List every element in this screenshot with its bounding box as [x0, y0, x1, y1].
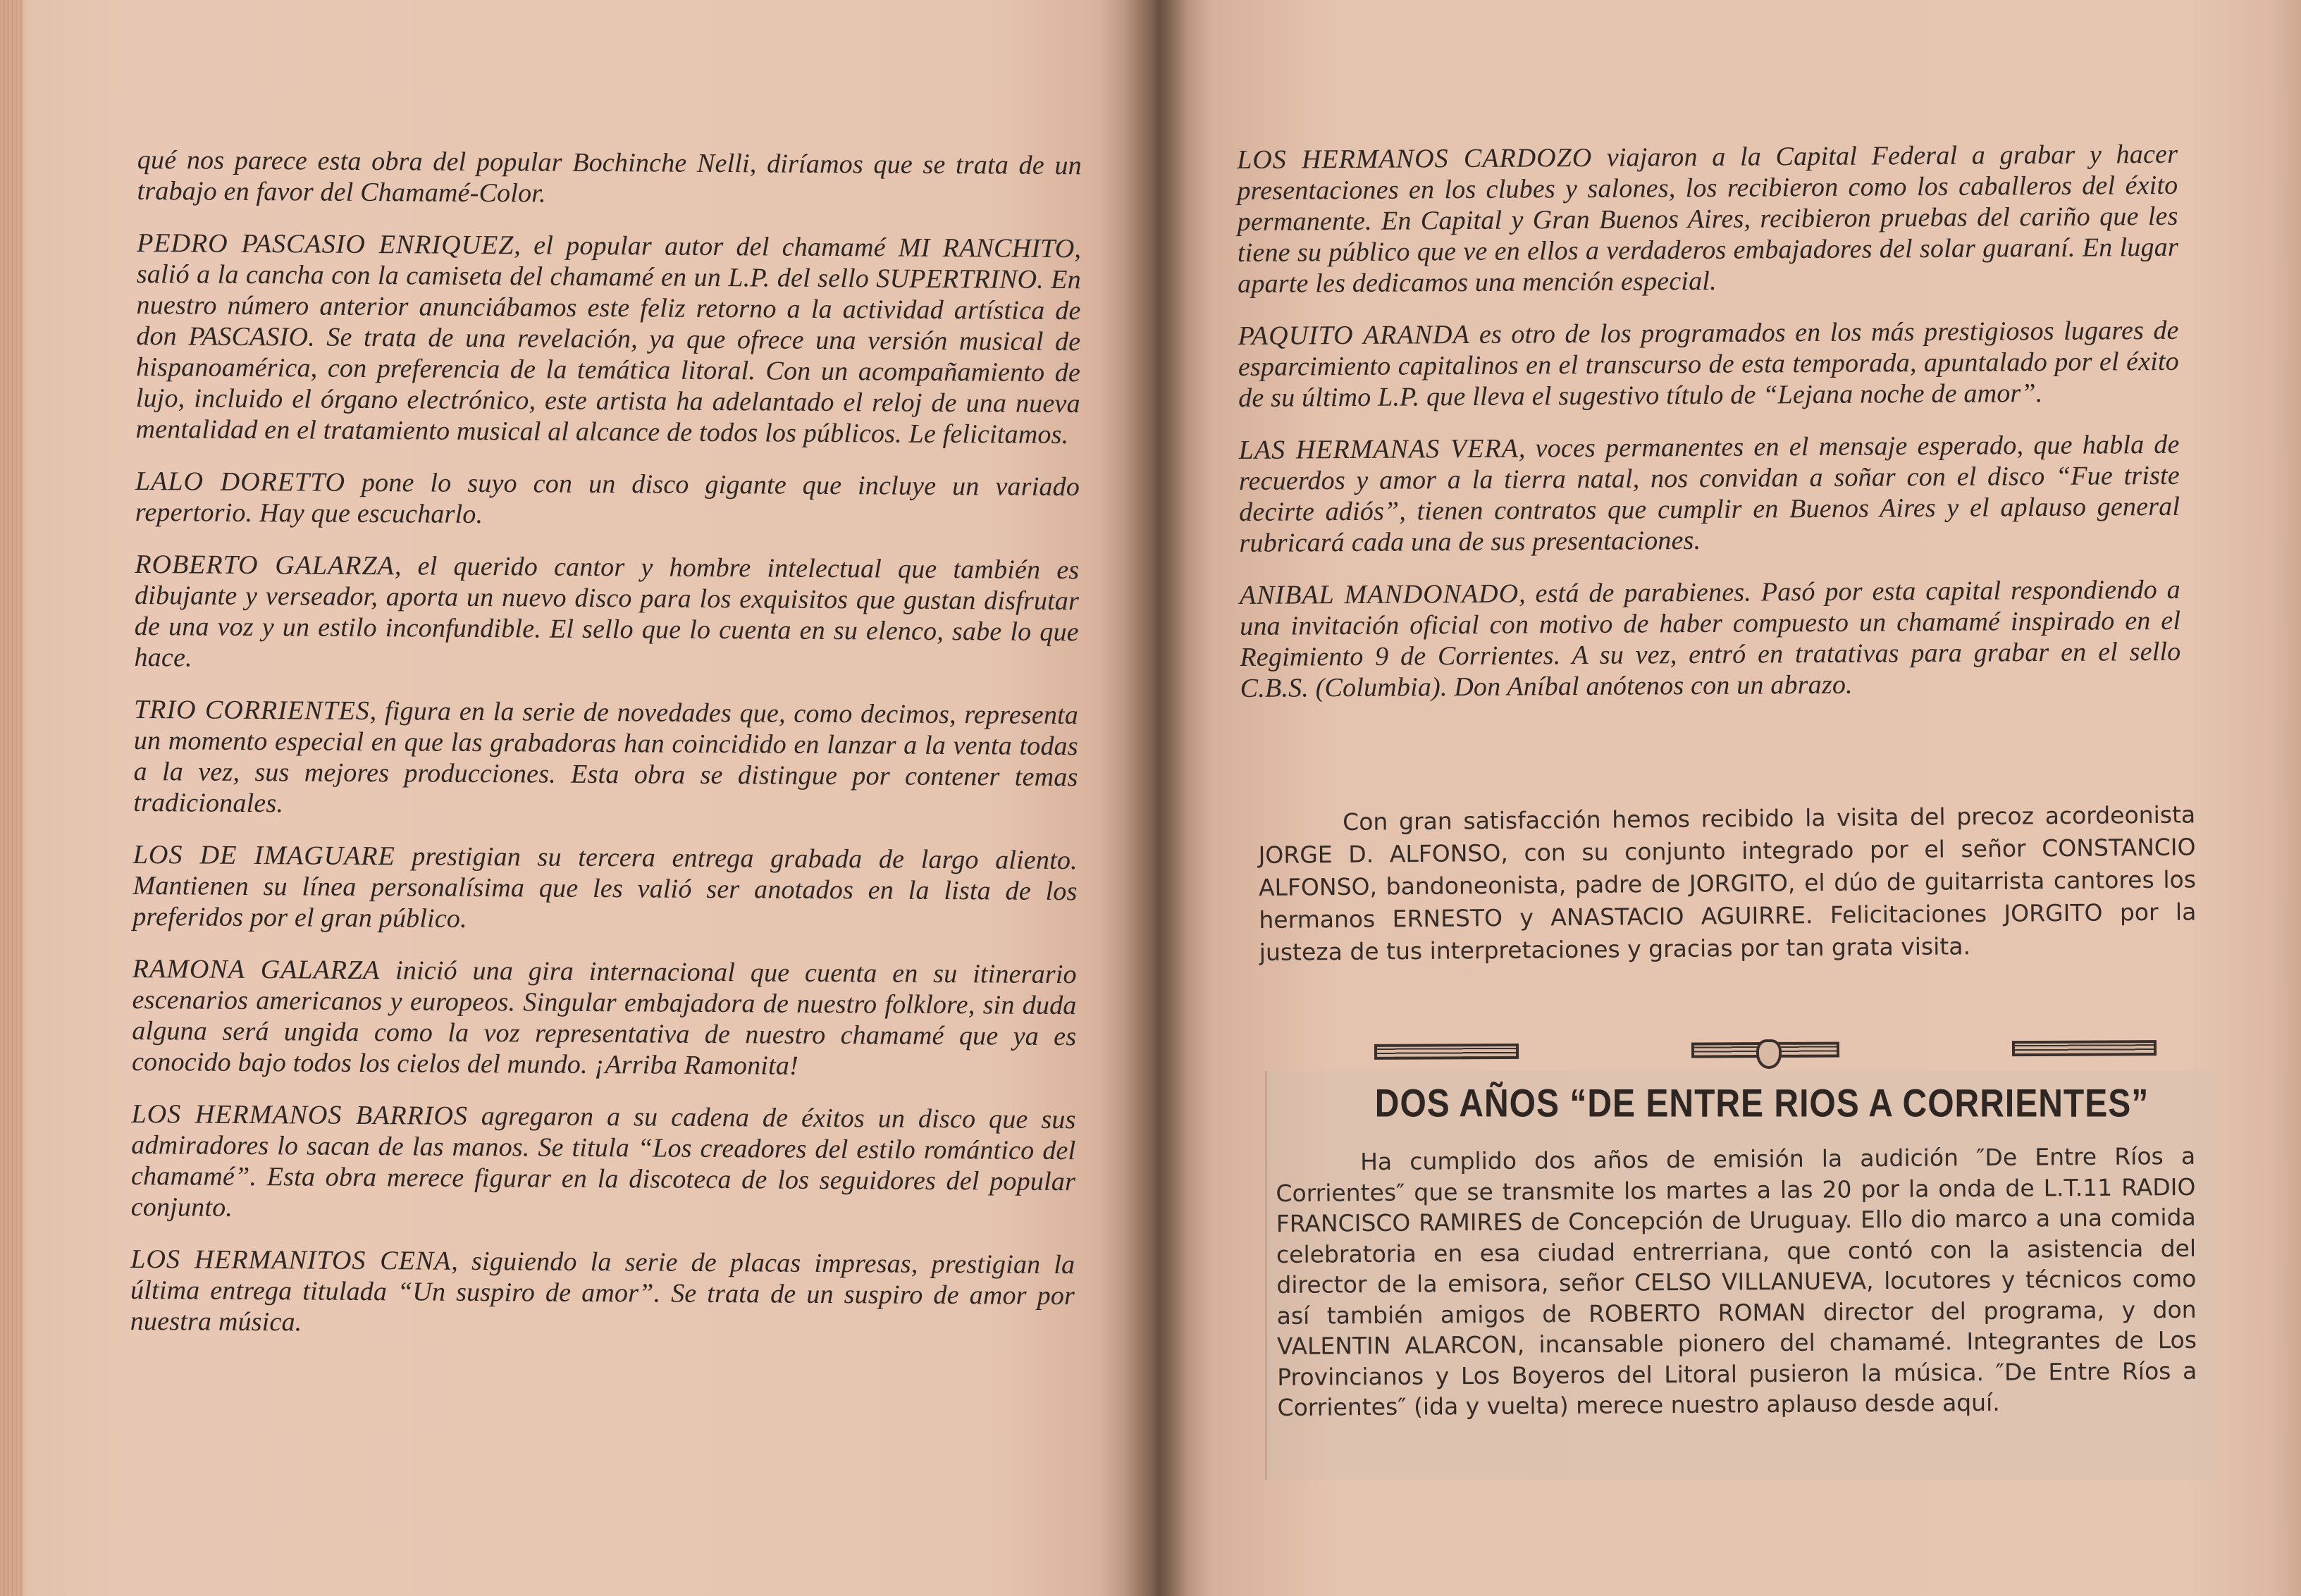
divider-bar-ornament-icon: [1374, 1044, 1519, 1060]
paragraph: [1240, 574, 2181, 704]
paragraph: [137, 144, 1082, 212]
paragraph: [132, 953, 1077, 1083]
artist-name: ROBERTO GALARZA: [135, 549, 395, 581]
ornament-divider-row: [1374, 1034, 2157, 1066]
paragraph-text: , figura en la serie de novedades que, como decimos, representa un momento especial en que las grabadoras han coincidido en lanzar a la venta todas a la vez, sus mejores producciones. Esta obra se distingue por contener temas tradicionales.: [133, 696, 1079, 819]
indent: [1258, 830, 1343, 831]
left-column: [130, 144, 1081, 1363]
artist-name: PEDRO PASCASIO ENRIQUEZ: [137, 228, 514, 261]
paragraph-text: inició una gira internacional que cuenta en su itinerario escenarios americanos y europeos. Singular embajadora de nuestro folklore, sin duda alguna será ungida como la voz representativa de nuestro chamamé que ya es conocido bajo todos los cielos del mundo. ¡Arriba Ramonita!: [131, 955, 1077, 1081]
artist-name: LOS HERMANOS BARRIOS: [131, 1099, 469, 1131]
boxed-article-title: DOS AÑOS “DE ENTRE RIOS A CORRIENTES”: [1374, 1082, 2149, 1126]
paragraph-text: prestigian su tercera entrega grabada de largo aliento. Mantienen su línea personalísima que les valió ser anotados en la lista de los preferidos por el gran público.: [132, 841, 1078, 934]
right-column: [1237, 139, 2181, 725]
artist-name: ANIBAL MANDONADO: [1239, 579, 1519, 610]
paragraph-text: , el popular autor del chamamé MI RANCHITO, salió a la cancha con la camiseta del chamamé en un L.P. del sello SUPERTRINO. En nuestro número anterior anunciábamos este feliz retorno a la actividad artística de don PASCASIO. Se trata de una revelación, ya que ofrece una versión musical de hispanoamérica, con preferencia de la temática litoral. Con un acompañamiento de lujo, incluido el órgano electrónico, este artista ha adelantado el reloj de una nueva mentalidad en el tratamiento musical al alcance de todos los públicos. Le felicitamos.: [135, 230, 1082, 450]
paragraph-text: , el querido cantor y hombre intelectual que también es dibujante y verseador, aporta un nuevo disco para los exquisitos que gustan disfrutar de una voz y un estilo inconfundible. El sello que lo cuenta en su elenco, sabe lo que hace.: [134, 551, 1080, 673]
paragraph: [130, 1244, 1075, 1342]
artist-name: LOS HERMANITOS CENA: [130, 1244, 452, 1276]
paragraph-text: es otro de los programados en los más prestigiosos lugares de esparcimiento capitalinos en el transcurso de esta temporada, apuntalado por el éxito de su último L.P. que lleva el sugestivo título de “Lejana noche de amor”.: [1238, 315, 2180, 413]
artist-name: LOS DE IMAGUARE: [132, 839, 395, 872]
right-page: [1237, 0, 2199, 1596]
paragraph: [135, 466, 1080, 533]
paragraph: [1239, 429, 2180, 559]
book-spine-shadow: [1124, 0, 1187, 1596]
paragraph: [134, 549, 1079, 679]
boxed-article-body: [1276, 1141, 2197, 1423]
paragraph-text: viajaron a la Capital Federal a grabar y hacer presentaciones en los clubes y salones, los recibieron como los caballeros del éxito permanente. En Capital y Gran Buenos Aires, recibieron pruebas del cariño que les tiene su público que ve en ellos a verdaderos embajadores del solar guaraní. En lugar aparte les dedicamos una mención especial.: [1237, 139, 2179, 299]
paragraph-text: pone lo suyo con un disco gigante que incluye un variado repertorio. Hay que escucharlo.: [135, 467, 1080, 530]
paragraph: [133, 694, 1078, 824]
artist-name: TRIO CORRIENTES: [133, 694, 370, 726]
artist-name: LOS HERMANOS CARDOZO: [1237, 142, 1593, 175]
divider-bar-ornament-icon: [2012, 1040, 2157, 1056]
paragraph: [1237, 139, 2178, 299]
visit-note-text: Con gran satisfacción hemos recibido la visita del precoz acordeonista JORGE D. ALFONSO, con su conjunto integrado por el señor CONSTANCIO ALFONSO, bandoneonista, padre de JORGITO, el dúo de guitarrista cantores los hermanos ERNESTO y ANASTACIO AGUIRRE. Felicitaciones JORGITO por la justeza de tus interpretaciones y gracias por tan grata visita.: [1258, 800, 2197, 966]
paragraph: [135, 228, 1081, 450]
paragraph: [1238, 315, 2180, 414]
artist-name: LAS HERMANAS VERA: [1238, 433, 1519, 465]
paragraph-text: agregaron a su cadena de éxitos un disco que sus admiradores lo sacan de las manos. Se titula “Los creadores del estilo romántico del chamamé”. Esta obra merece figurar en la discoteca de los seguidores del popular conjunto.: [130, 1101, 1076, 1223]
visit-note: [1258, 798, 2197, 969]
emblem-ornament-icon: [1691, 1041, 1839, 1058]
artist-name: LALO DORETTO: [135, 466, 346, 497]
paragraph: [132, 839, 1078, 938]
paragraph-text: qué nos parece esta obra del popular Bochinche Nelli, diríamos que se trata de un trabajo en favor del Chamamé-Color.: [137, 144, 1082, 209]
paragraph-text: , siguiendo la serie de placas impresas, prestigian la última entrega titulada “Un suspiro de amor”. Se trata de un suspiro de amor por nuestra música.: [130, 1246, 1075, 1337]
paragraph: [131, 1099, 1076, 1228]
paragraph-text: , voces permanentes en el mensaje esperado, que habla de recuerdos y amor a la tierra natal, nos convidan a soñar con el disco “Fue triste decirte adiós”, tienen contratos que cumplir en Buenos Aires y el aplauso general rubricará cada una de sus presentaciones.: [1238, 429, 2180, 558]
boxed-article-text: Ha cumplido dos años de emisión la audición ″De Entre Ríos a Corrientes″ que se transmite los martes a las 20 por la onda de L.T.11 RADIO FRANCISCO RAMIRES de Concepción de Uruguay. Ello dio marco a una comida celebratoria en esa ciudad entrerriana, que contó con la asistencia del director de la emisora, señor CELSO VILLANUEVA, locutores y técnicos como así también amigos de ROBERTO ROMAN director del programa, y don VALENTIN ALARCON, incansable pionero del chamamé. Integrantes de Los Provincianos y Los Boyeros del Litoral pusieron la música. ″De Entre Ríos a Corrientes″ (ida y vuelta) merece nuestro aplauso desde aquí.: [1276, 1142, 2197, 1421]
artist-name: PAQUITO ARANDA: [1238, 319, 1470, 351]
paragraph-text: , está de parabienes. Pasó por esta capital respondiendo a una invitación oficial con motivo de haber compuesto un chamamé inspirado en el Regimiento 9 de Corrientes. A su vez, entró en tratativas para grabar en el sello C.B.S. (Columbia). Don Aníbal anótenos con un abrazo.: [1240, 574, 2181, 703]
page-edge: [0, 0, 23, 1596]
artist-name: RAMONA GALARZA: [132, 953, 381, 986]
left-page: [130, 0, 1082, 1596]
